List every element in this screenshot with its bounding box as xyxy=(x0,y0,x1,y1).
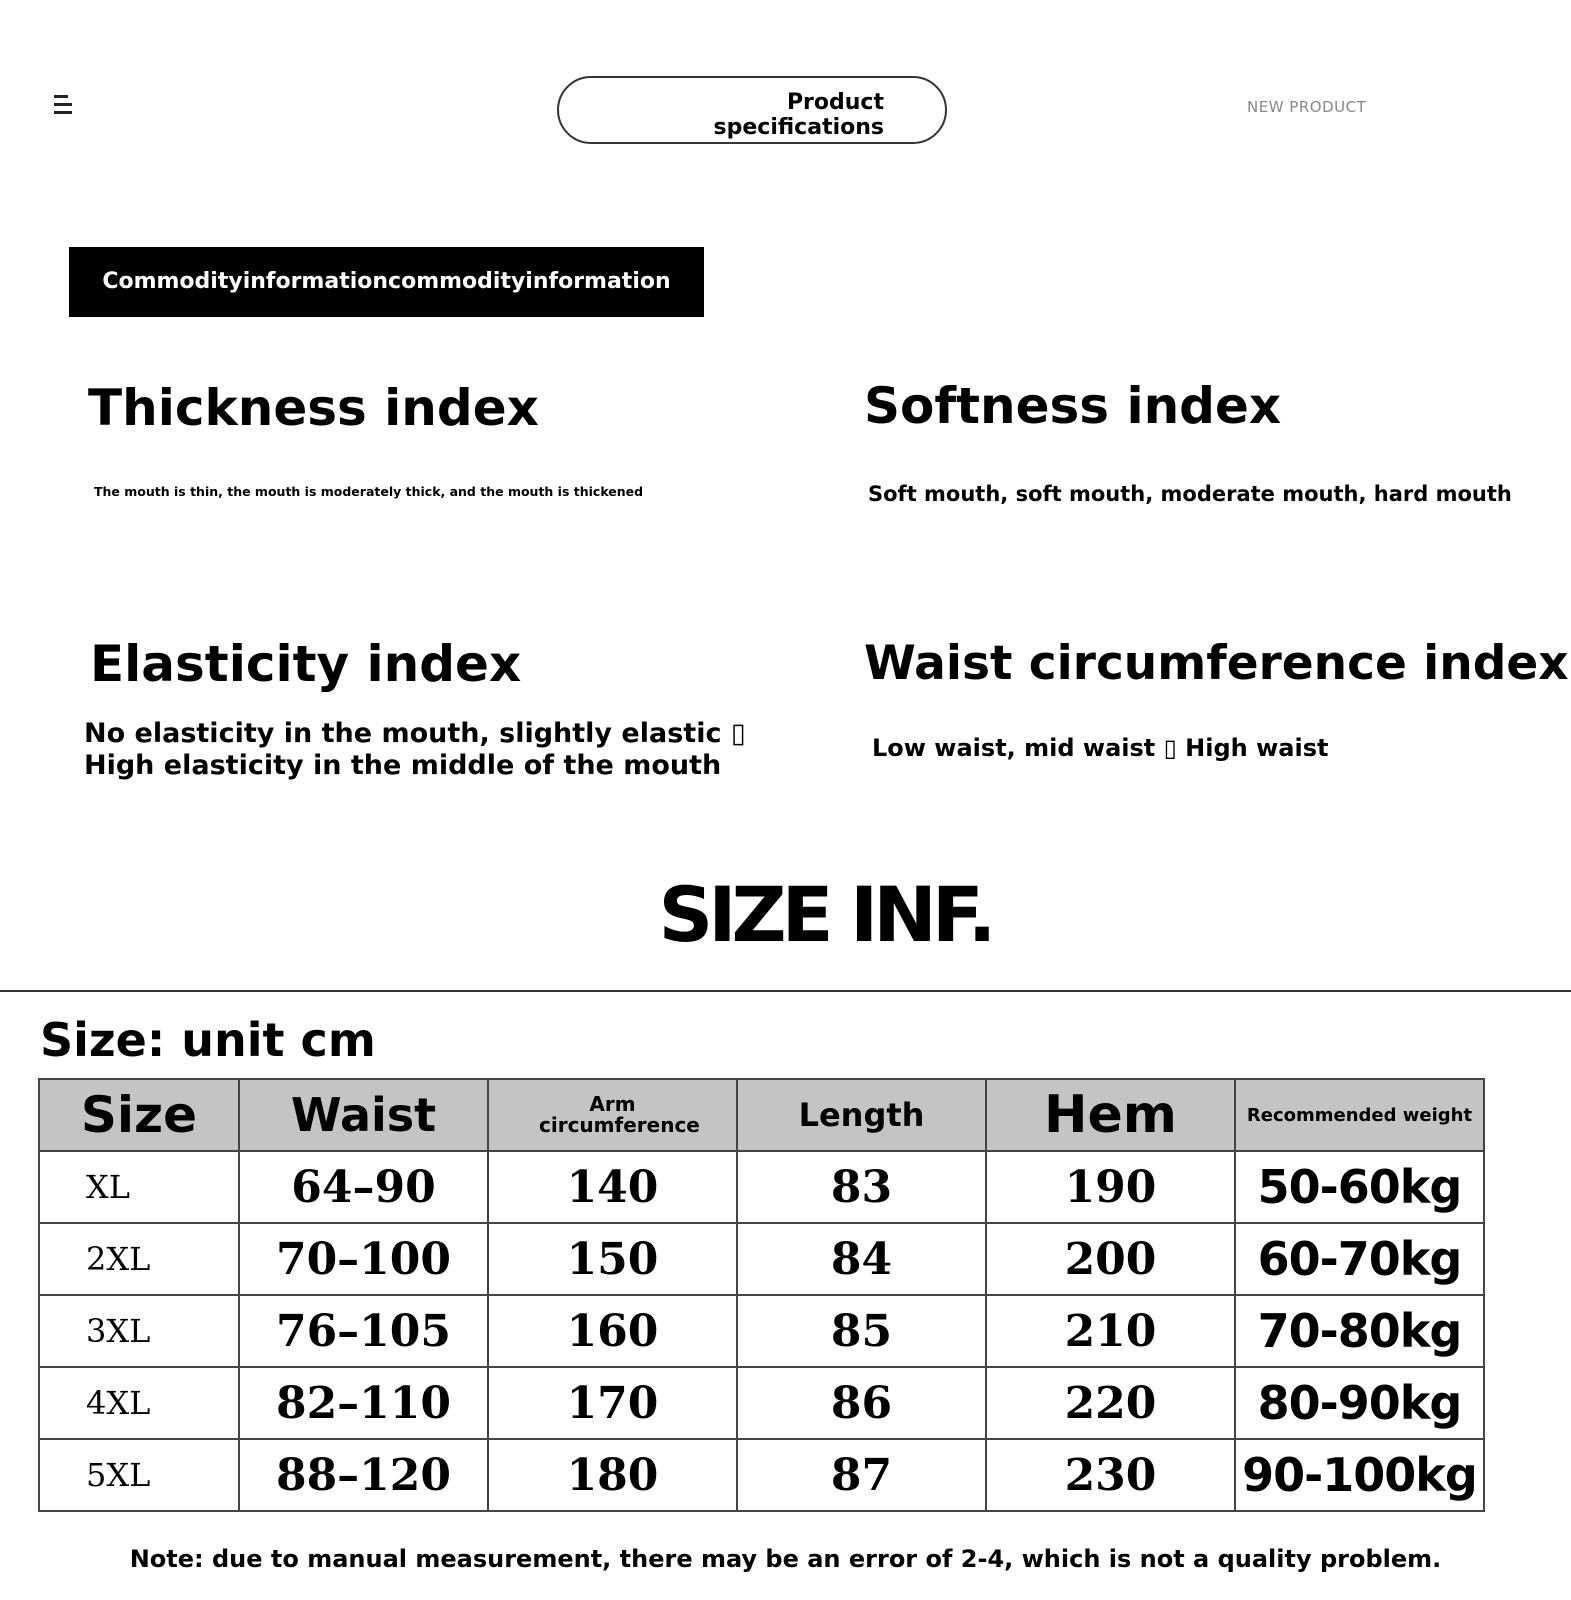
size-unit-label: Size: unit cm xyxy=(40,1013,376,1067)
cell-arm: 180 xyxy=(488,1439,737,1511)
cell-length: 83 xyxy=(737,1151,986,1223)
cell-hem: 230 xyxy=(986,1439,1235,1511)
cell-size: 5XL xyxy=(39,1439,239,1511)
cell-size: 4XL xyxy=(39,1367,239,1439)
cell-length: 87 xyxy=(737,1439,986,1511)
column-header-weight: Recommended weight xyxy=(1235,1079,1484,1151)
column-header-waist: Waist xyxy=(239,1079,488,1151)
cell-waist: 76–105 xyxy=(239,1295,488,1367)
cell-size: 3XL xyxy=(39,1295,239,1367)
new-product-label: NEW PRODUCT xyxy=(1247,98,1367,116)
cell-hem: 220 xyxy=(986,1367,1235,1439)
cell-weight: 80-90kg xyxy=(1235,1367,1484,1439)
softness-index-desc: Soft mouth, soft mouth, moderate mouth, hard mouth xyxy=(868,482,1512,506)
cell-size: XL xyxy=(39,1151,239,1223)
cell-weight: 60-70kg xyxy=(1235,1223,1484,1295)
section-divider xyxy=(0,990,1571,992)
size-info-heading: SIZE INF. xyxy=(658,870,992,959)
cell-hem: 200 xyxy=(986,1223,1235,1295)
column-header-size: Size xyxy=(39,1079,239,1151)
cell-weight: 50-60kg xyxy=(1235,1151,1484,1223)
cell-weight: 90-100kg xyxy=(1235,1439,1484,1511)
commodity-information-banner: Commodityinformationcommodityinformation xyxy=(69,247,704,317)
table-header-row xyxy=(39,1079,1484,1151)
cell-waist: 70–100 xyxy=(239,1223,488,1295)
table-row xyxy=(39,1439,1484,1511)
cell-length: 84 xyxy=(737,1223,986,1295)
cell-arm: 150 xyxy=(488,1223,737,1295)
size-table xyxy=(38,1078,1485,1512)
thickness-index-title: Thickness index xyxy=(88,379,539,437)
elasticity-desc-line-1: No elasticity in the mouth, slightly elastic ▯ xyxy=(84,718,746,749)
cell-arm: 160 xyxy=(488,1295,737,1367)
table-row xyxy=(39,1367,1484,1439)
cell-waist: 64–90 xyxy=(239,1151,488,1223)
pill-title: Product specifications xyxy=(713,90,884,140)
column-header-length: Length xyxy=(737,1079,986,1151)
elasticity-desc-line-2: High elasticity in the middle of the mouth xyxy=(84,750,722,781)
cell-length: 86 xyxy=(737,1367,986,1439)
softness-index-title: Softness index xyxy=(864,377,1282,435)
column-header-arm: Arm circumference xyxy=(488,1079,737,1151)
elasticity-index-desc xyxy=(84,718,746,782)
measurement-note: Note: due to manual measurement, there may be an error of 2-4, which is not a quality problem. xyxy=(129,1545,1442,1573)
cell-arm: 170 xyxy=(488,1367,737,1439)
cell-waist: 82–110 xyxy=(239,1367,488,1439)
product-specifications-pill xyxy=(557,76,947,144)
cell-hem: 210 xyxy=(986,1295,1235,1367)
elasticity-index-title: Elasticity index xyxy=(90,635,522,693)
cell-weight: 70-80kg xyxy=(1235,1295,1484,1367)
waist-index-desc: Low waist, mid waist ▯ High waist xyxy=(872,734,1329,762)
cell-hem: 190 xyxy=(986,1151,1235,1223)
column-header-hem: Hem xyxy=(986,1079,1235,1151)
cell-length: 85 xyxy=(737,1295,986,1367)
waist-index-title: Waist circumference index xyxy=(864,636,1569,691)
thickness-index-desc: The mouth is thin, the mouth is moderately thick, and the mouth is thickened xyxy=(94,484,644,499)
table-row xyxy=(39,1295,1484,1367)
table-row xyxy=(39,1223,1484,1295)
cell-waist: 88–120 xyxy=(239,1439,488,1511)
menu-icon[interactable] xyxy=(54,92,74,116)
cell-arm: 140 xyxy=(488,1151,737,1223)
cell-size: 2XL xyxy=(39,1223,239,1295)
table-row xyxy=(39,1151,1484,1223)
